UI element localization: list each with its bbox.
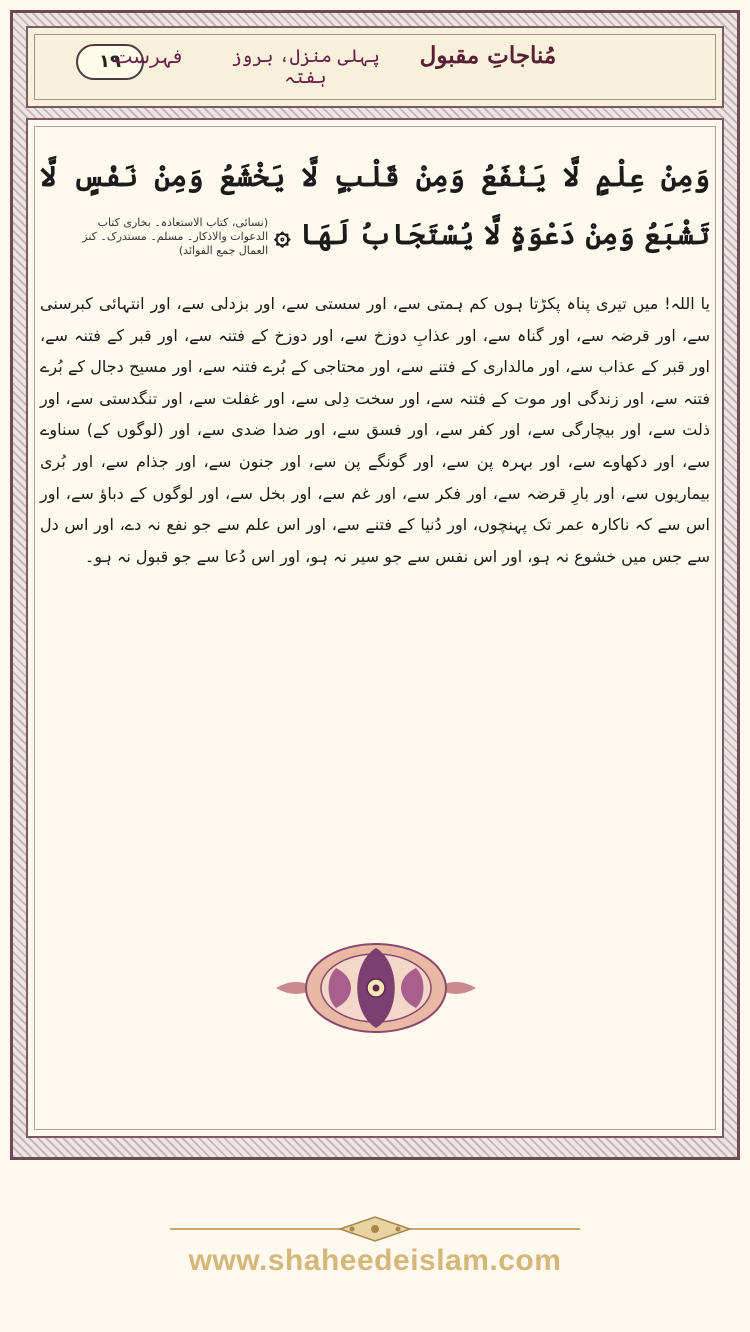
website-url[interactable]: www.shaheedeislam.com (188, 1244, 562, 1277)
urdu-translation: یا اللہ! میں تیری پناہ پکڑتا ہوں کم ہمتی سے، اور سستی سے، اور بزدلی سے، اور انتہائی کبرسنی سے، اور قرضہ سے، اور گناہ سے، اور عذابِ دوزخ سے، اور دوزخ کے فتنہ سے، اور قبر کے فتنہ سے، اور قبر کے عذاب سے، اور مالداری کے فتنے سے، اور محتاجی کے بُرے فتنہ سے، اور مسیح دجال کے بُرے فتنہ سے، اور زندگی اور موت کے فتنہ سے، اور سخت دِلی سے، اور غفلت سے، اور تنگدستی سے، اور ذلت سے، اور بیچارگی سے، اور کفر سے، اور فسق سے، اور ضدا ضدی سے، اور (لوگوں کے) سناوے سے، اور دکھاوے سے، اور بہرہ پن سے، اور گونگے پن سے، اور جنون سے، اور جذام سے، اور بُری بیماریوں سے، اور بارِ قرضہ سے، اور فکر سے، اور غم سے، اور بخل سے، اور لوگوں کے دباؤ سے، اور اس سے کہ ناکارہ عمر تک پہنچوں، اور دُنیا کے فتنے سے، اور اس علم سے جو نفع نہ دے، اور اس دل سے جس میں خشوع نہ ہو، اور اس نفس سے جو سیر نہ ہو، اور اس دُعا سے جو قبول نہ ہو۔ (40, 294, 710, 566)
manzil-title: پہلی منزل، بروز ہفتہ (231, 46, 380, 88)
page-header (26, 26, 724, 108)
bottom-divider-ornament-icon (170, 1215, 580, 1243)
index-link[interactable]: فہرست (113, 44, 183, 68)
arabic-dua-text (40, 148, 710, 264)
page-number-badge: ١٩ (76, 44, 144, 80)
arabic-dua: وَمِنْ عِلْمٍ لَّا يَنْفَعُ وَمِنْ قَلْبٍ لَّا يَخْشَعُ وَمِنْ نَفْسٍ لَّا تَشْبَعُ وَمِنْ دَعْوَةٍ لَّا يُسْتَجَابُ لَهَا ۞ (40, 160, 710, 251)
floral-ornament-icon (276, 938, 476, 1038)
book-title: مُناجاتِ مقبول (419, 42, 557, 69)
hadith-reference: (نسائی، کتاب الاستعاذہ۔ بخاری کتاب الدعوات والاذکار۔ مسلم۔ مستدرک۔ کنز العمال جمع الفوائد) (82, 215, 269, 257)
